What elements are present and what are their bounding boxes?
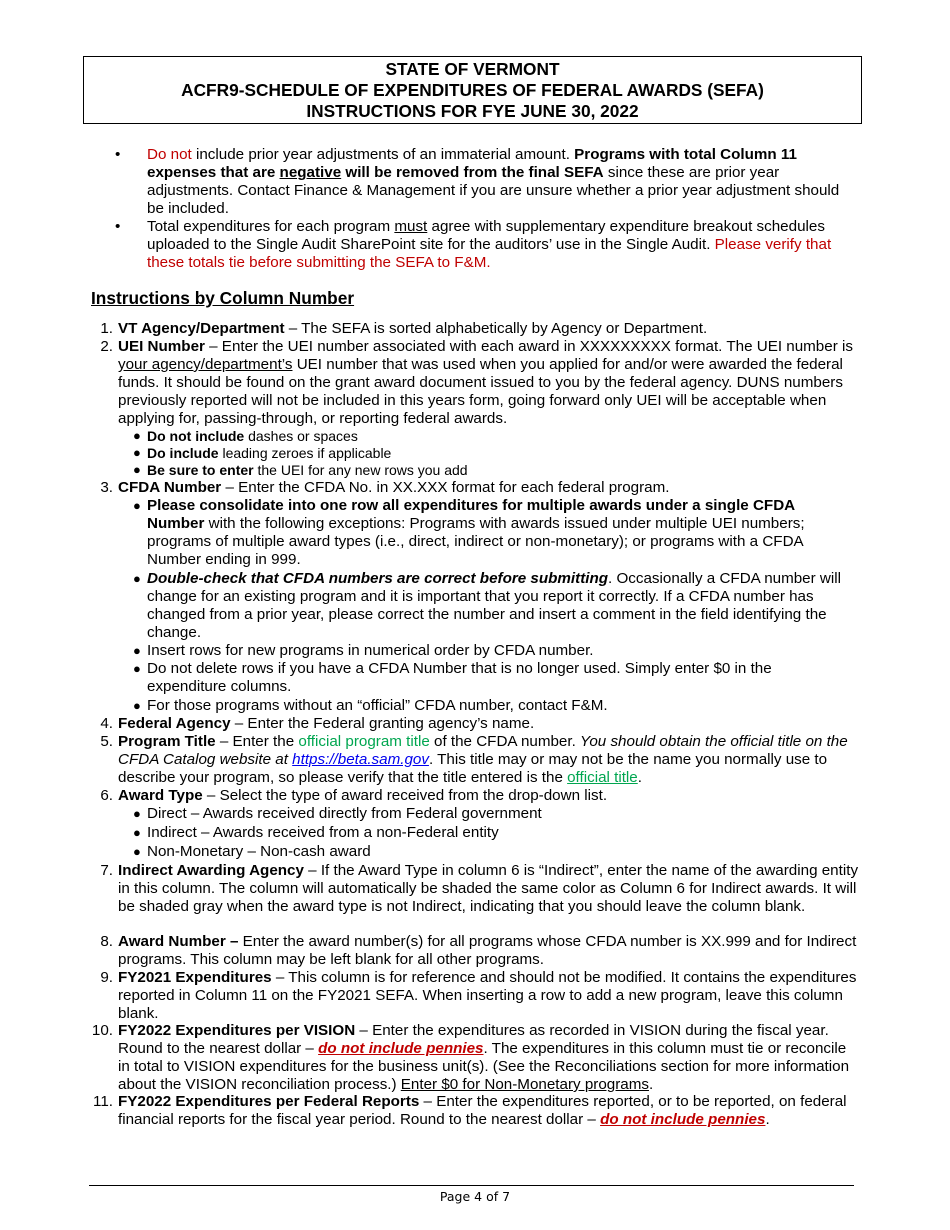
section-title: Instructions by Column Number <box>91 288 355 308</box>
list-item: ● Non-Monetary – Non-cash award <box>133 843 371 860</box>
item-10: 10. FY2022 Expenditures per VISION – Enter the expenditures as recorded in VISION during the fiscal year. Round to the nearest dollar – do not include pennies. The expenditures in this column must tie or reconcile in total to VISION expenditures for the business unit(s). (See the Reconciliations section for more information about the VISION reconciliation process.) Enter $0 for Non-Monetary programs. <box>91 1022 850 1093</box>
list-item: ● Double-check that CFDA numbers are correct before submitting. Occasionally a CFDA number will change for an existing program and it is important that you report it correctly. If a CFDA number has changed from a prior year, please correct the number and insert a comment in the field identifying the change. <box>133 570 841 641</box>
item-1: 1. VT Agency/Department – The SEFA is sorted alphabetically by Agency or Department. <box>100 320 708 337</box>
item-5: 5. Program Title – Enter the official program title of the CFDA number. You should obtain the official title on the CFDA Catalog website at https://beta.sam.gov. This title may or may not be the name you normally use to describe your program, so please verify that the title entered is the official title. <box>100 733 848 786</box>
header-fye: INSTRUCTIONS FOR FYE JUNE 30, 2022 <box>306 101 639 121</box>
bullet-prior-year: • Do not include prior year adjustments of an immaterial amount. Programs with total Column 11 expenses that are negative will be removed from the final SEFA since these are prior year adjustments. Contact Finance & Management if you are unsure whether a prior year adjustment should be included. <box>115 146 840 217</box>
item-6: 6. Award Type – Select the type of award received from the drop-down list. <box>100 787 608 804</box>
page-number: Page 4 of 7 <box>439 1189 511 1204</box>
document-header <box>83 56 862 124</box>
bullet-total-expenditures: • Total expenditures for each program must agree with supplementary expenditure breakout schedules uploaded to the Single Audit SharePoint site for the auditors’ use in the Single Audit. Please verify that these totals tie before submitting the SEFA to F&M. <box>115 218 832 271</box>
item-11: 11. FY2022 Expenditures per Federal Reports – Enter the expenditures reported, or to be reported, on federal financial reports for the fiscal year period. Round to the nearest dollar – do not include pennies. <box>93 1093 847 1128</box>
bullet-icon: • <box>115 146 121 163</box>
bullet-icon: • <box>115 218 121 235</box>
item-3: 3. CFDA Number – Enter the CFDA No. in XX.XXX format for each federal program. <box>100 479 670 496</box>
list-item: ● Direct – Awards received directly from Federal government <box>133 805 542 822</box>
list-item: ● For those programs without an “official” CFDA number, contact F&M. <box>133 697 608 714</box>
item-2: 2. UEI Number – Enter the UEI number associated with each award in XXXXXXXXX format. The UEI number is your agency/department’s UEI number that was used when you applied for and/or were awarded the federal funds. It should be found on the grant award document issued to you by the federal agency. DUNS numbers previously reported will not be included in this years form, going forward only UEI will be acceptable when applying for, passing-through, or reporting federal awards. <box>100 338 853 427</box>
list-item: ● Do not delete rows if you have a CFDA Number that is no longer used. Simply enter $0 in the expenditure columns. <box>133 660 772 695</box>
footer-divider <box>89 1185 854 1186</box>
header-state: STATE OF VERMONT <box>385 59 560 79</box>
list-item: ● Do include leading zeroes if applicable <box>133 445 392 461</box>
sam-gov-link[interactable]: https://beta.sam.gov <box>292 751 429 768</box>
list-item: ● Be sure to enter the UEI for any new rows you add <box>133 462 468 478</box>
item-7: 7. Indirect Awarding Agency – If the Award Type in column 6 is “Indirect”, enter the name of the awarding entity in this column. The column will automatically be shaded the same color as Column 6 for Indirect awards. It will be shaded gray when the award type is not Indirect, indicating that you should leave the column blank. <box>100 862 859 915</box>
header-title: ACFR9-SCHEDULE OF EXPENDITURES OF FEDERAL AWARDS (SEFA) <box>181 80 764 100</box>
item-8: 8. Award Number – Enter the award number(s) for all programs whose CFDA number is XX.999 and for Indirect programs. This column may be left blank for all other programs. <box>100 933 857 968</box>
item-9: 9. FY2021 Expenditures – This column is for reference and should not be modified. It contains the expenditures reported in Column 11 on the FY2021 SEFA. When inserting a row to add a new program, leave this column blank. <box>100 969 857 1022</box>
list-item: ● Insert rows for new programs in numerical order by CFDA number. <box>133 642 594 659</box>
list-item: ● Do not include dashes or spaces <box>133 428 358 444</box>
list-item: ● Indirect – Awards received from a non-Federal entity <box>133 824 499 841</box>
list-item: ● Please consolidate into one row all expenditures for multiple awards under a single CFDA Number with the following exceptions: Programs with awards issued under multiple UEI numbers; programs of multiple award types (i.e., direct, indirect or non-monetary); or programs with a CFDA Number ending in 999. <box>133 497 805 568</box>
item-4: 4. Federal Agency – Enter the Federal granting agency’s name. <box>100 715 535 732</box>
